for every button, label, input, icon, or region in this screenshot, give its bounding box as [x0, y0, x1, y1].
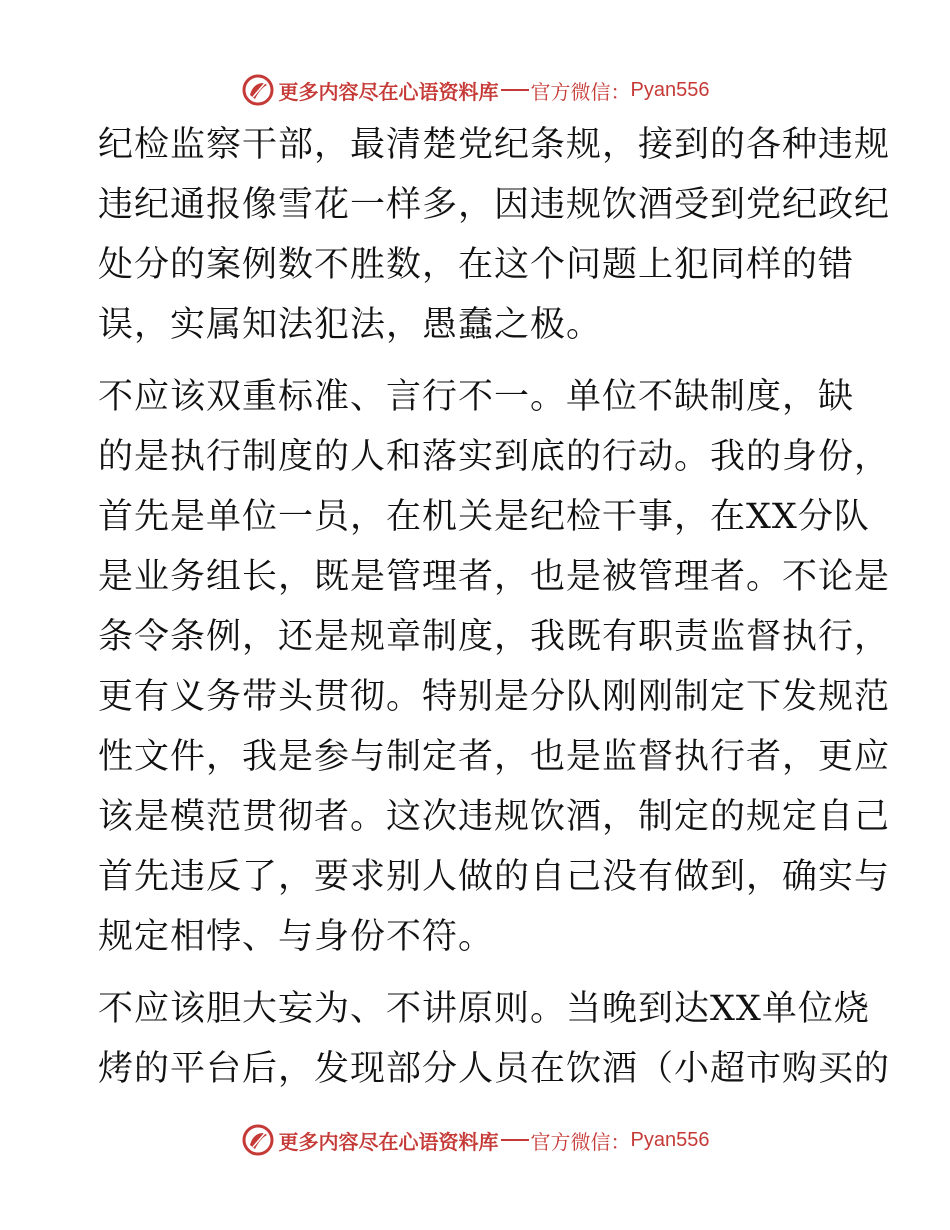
- paragraph-1: [98, 115, 891, 355]
- document-body: [98, 115, 891, 1111]
- footer-banner-divider: [501, 1139, 529, 1141]
- text-line: 规定相悖、与身份不符。: [98, 917, 495, 957]
- text-line: 的是执行制度的人和落实到底的行动。我的身份，: [98, 437, 891, 477]
- text-line: 纪检监察干部，最清楚党纪条规，接到的各种违规: [98, 125, 891, 165]
- footer-banner-text: 更多内容尽在心语资料库: [278, 1129, 499, 1154]
- brand-logo-icon: [241, 73, 275, 107]
- footer-wechat-id: Pyan556: [630, 1128, 710, 1151]
- text-line: 首先是单位一员，在机关是纪检干事，在XX分队: [98, 497, 870, 537]
- text-line: 烤的平台后，发现部分人员在饮酒（小超市购买的: [98, 1049, 891, 1089]
- brand-logo-icon: [241, 1123, 275, 1157]
- footer-banner: [0, 1120, 950, 1160]
- text-line: 是业务组长，既是管理者，也是被管理者。不论是: [98, 557, 891, 597]
- text-line: 更有义务带头贯彻。特别是分队刚刚制定下发规范: [98, 677, 891, 717]
- header-banner-text: 更多内容尽在心语资料库: [278, 79, 499, 104]
- paragraph-2: [98, 367, 891, 967]
- text-line: 性文件，我是参与制定者，也是监督执行者，更应: [98, 737, 891, 777]
- footer-wechat-label: 官方微信：: [530, 1129, 631, 1154]
- text-line: 不应该胆大妄为、不讲原则。当晚到达XX单位烧: [98, 989, 870, 1029]
- header-banner: [0, 70, 950, 110]
- text-line: 误，实属知法犯法，愚蠢之极。: [98, 305, 603, 345]
- header-wechat-label: 官方微信：: [530, 79, 631, 104]
- text-line: 条令条例，还是规章制度，我既有职责监督执行，: [98, 617, 891, 657]
- header-wechat-id: Pyan556: [630, 78, 710, 101]
- text-line: 处分的案例数不胜数，在这个问题上犯同样的错: [98, 245, 855, 285]
- text-line: 该是模范贯彻者。这次违规饮酒，制定的规定自己: [98, 797, 891, 837]
- header-banner-divider: [501, 89, 529, 91]
- paragraph-3: [98, 979, 891, 1099]
- text-line: 首先违反了，要求别人做的自己没有做到，确实与: [98, 857, 891, 897]
- text-line: 不应该双重标准、言行不一。单位不缺制度，缺: [98, 377, 855, 417]
- text-line: 违纪通报像雪花一样多，因违规饮酒受到党纪政纪: [98, 185, 891, 225]
